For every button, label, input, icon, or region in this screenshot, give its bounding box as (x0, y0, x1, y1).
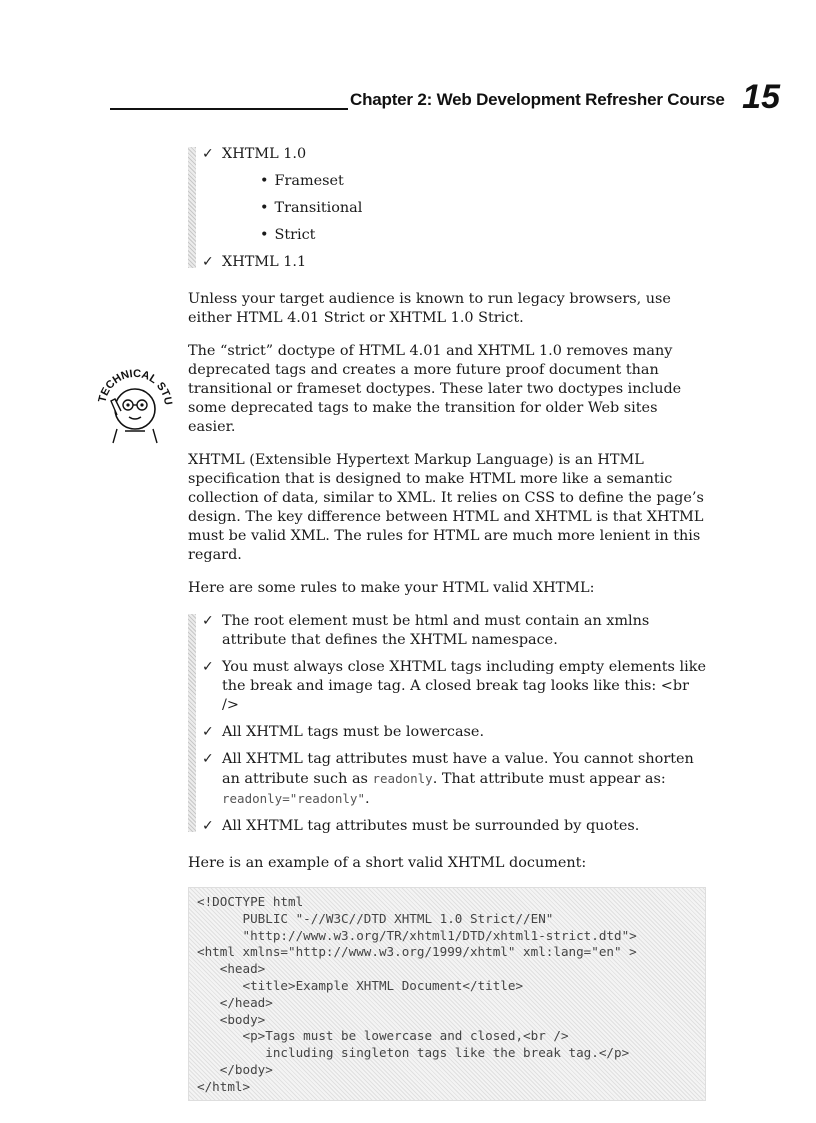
rule-text: All XHTML tag attributes must have a value. You cannot shorten an attribute such as (222, 751, 694, 787)
list-item (202, 817, 708, 836)
list-item (202, 658, 708, 715)
check-icon: ✓ (202, 724, 214, 740)
page-content (188, 145, 708, 1101)
rule-text: All XHTML tags must be lowercase. (222, 724, 485, 740)
check-icon: ✓ (202, 818, 214, 834)
technical-paragraph: The “strict” doctype of HTML 4.01 and XHTML 1.0 removes many deprecated tags and creates a more future proof document than transitional or frameset doctypes. These later two doctypes include some deprecated tags to make the transition for older Web sites easier. (188, 343, 682, 435)
list-item (202, 612, 708, 650)
paragraph: XHTML (Extensible Hypertext Markup Language) is an HTML specification that is designed to make HTML more like a semantic collection of data, similar to XML. It relies on CSS to define the page’s design. The key difference between HTML and XHTML is that XHTML must be valid XML. The rules for HTML are much more lenient in this regard. (188, 452, 704, 563)
check-icon: ✓ (202, 613, 214, 629)
chapter-title: Chapter 2: Web Development Refresher Course (350, 90, 725, 109)
list-item (202, 253, 708, 272)
technical-stuff-icon (95, 357, 173, 445)
xhtml-versions-list (188, 145, 708, 272)
sub-list-item: • Transitional (202, 199, 708, 218)
rule-text: . (365, 791, 370, 807)
check-icon: ✓ (202, 751, 214, 767)
page-number: 15 (742, 78, 780, 116)
rule-text: You must always close XHTML tags including empty elements like the break and image tag. A closed break tag looks like this: <br /> (222, 659, 706, 713)
sub-list-item: • Strict (202, 226, 708, 245)
check-icon: ✓ (202, 254, 214, 270)
list-item-label: XHTML 1.1 (222, 254, 307, 270)
code-example: <!DOCTYPE html PUBLIC "-//W3C//DTD XHTML 1.0 Strict//EN" "http://www.w3.org/TR/xhtml1/DTD/xhtml1-strict.dtd"> <html xmlns="http://www.w3.org/1999/xhtml" xml:lang="en" > <head> <title>Example XHTML Document</title> </head> <body> <p>Tags must be lowercase and closed,<br /> including singleton tags like the break tag.</p> </body> </html> (188, 887, 706, 1101)
rule-text: . That attribute must appear as: (432, 771, 666, 787)
paragraph: Unless your target audience is known to run legacy browsers, use either HTML 4.01 Strict or XHTML 1.0 Strict. (188, 291, 671, 326)
paragraph: Here are some rules to make your HTML valid XHTML: (188, 580, 595, 596)
check-icon: ✓ (202, 659, 214, 675)
inline-code: readonly (372, 771, 433, 786)
rule-text: The root element must be html and must contain an xmlns attribute that defines the XHTML namespace. (222, 613, 650, 648)
check-icon: ✓ (202, 146, 214, 162)
icon-label: TECHNICAL STU (96, 367, 173, 406)
list-item (202, 723, 708, 742)
list-item (202, 145, 708, 164)
paragraph: Here is an example of a short valid XHTML document: (188, 855, 587, 871)
xhtml-rules-list (188, 612, 708, 836)
header-rule (110, 108, 348, 110)
running-header (110, 78, 780, 116)
inline-code: readonly="readonly" (222, 791, 365, 806)
list-item (202, 750, 708, 809)
rule-text: All XHTML tag attributes must be surrounded by quotes. (222, 818, 640, 834)
sub-list-item: • Frameset (202, 172, 708, 191)
list-item-label: XHTML 1.0 (222, 146, 307, 162)
